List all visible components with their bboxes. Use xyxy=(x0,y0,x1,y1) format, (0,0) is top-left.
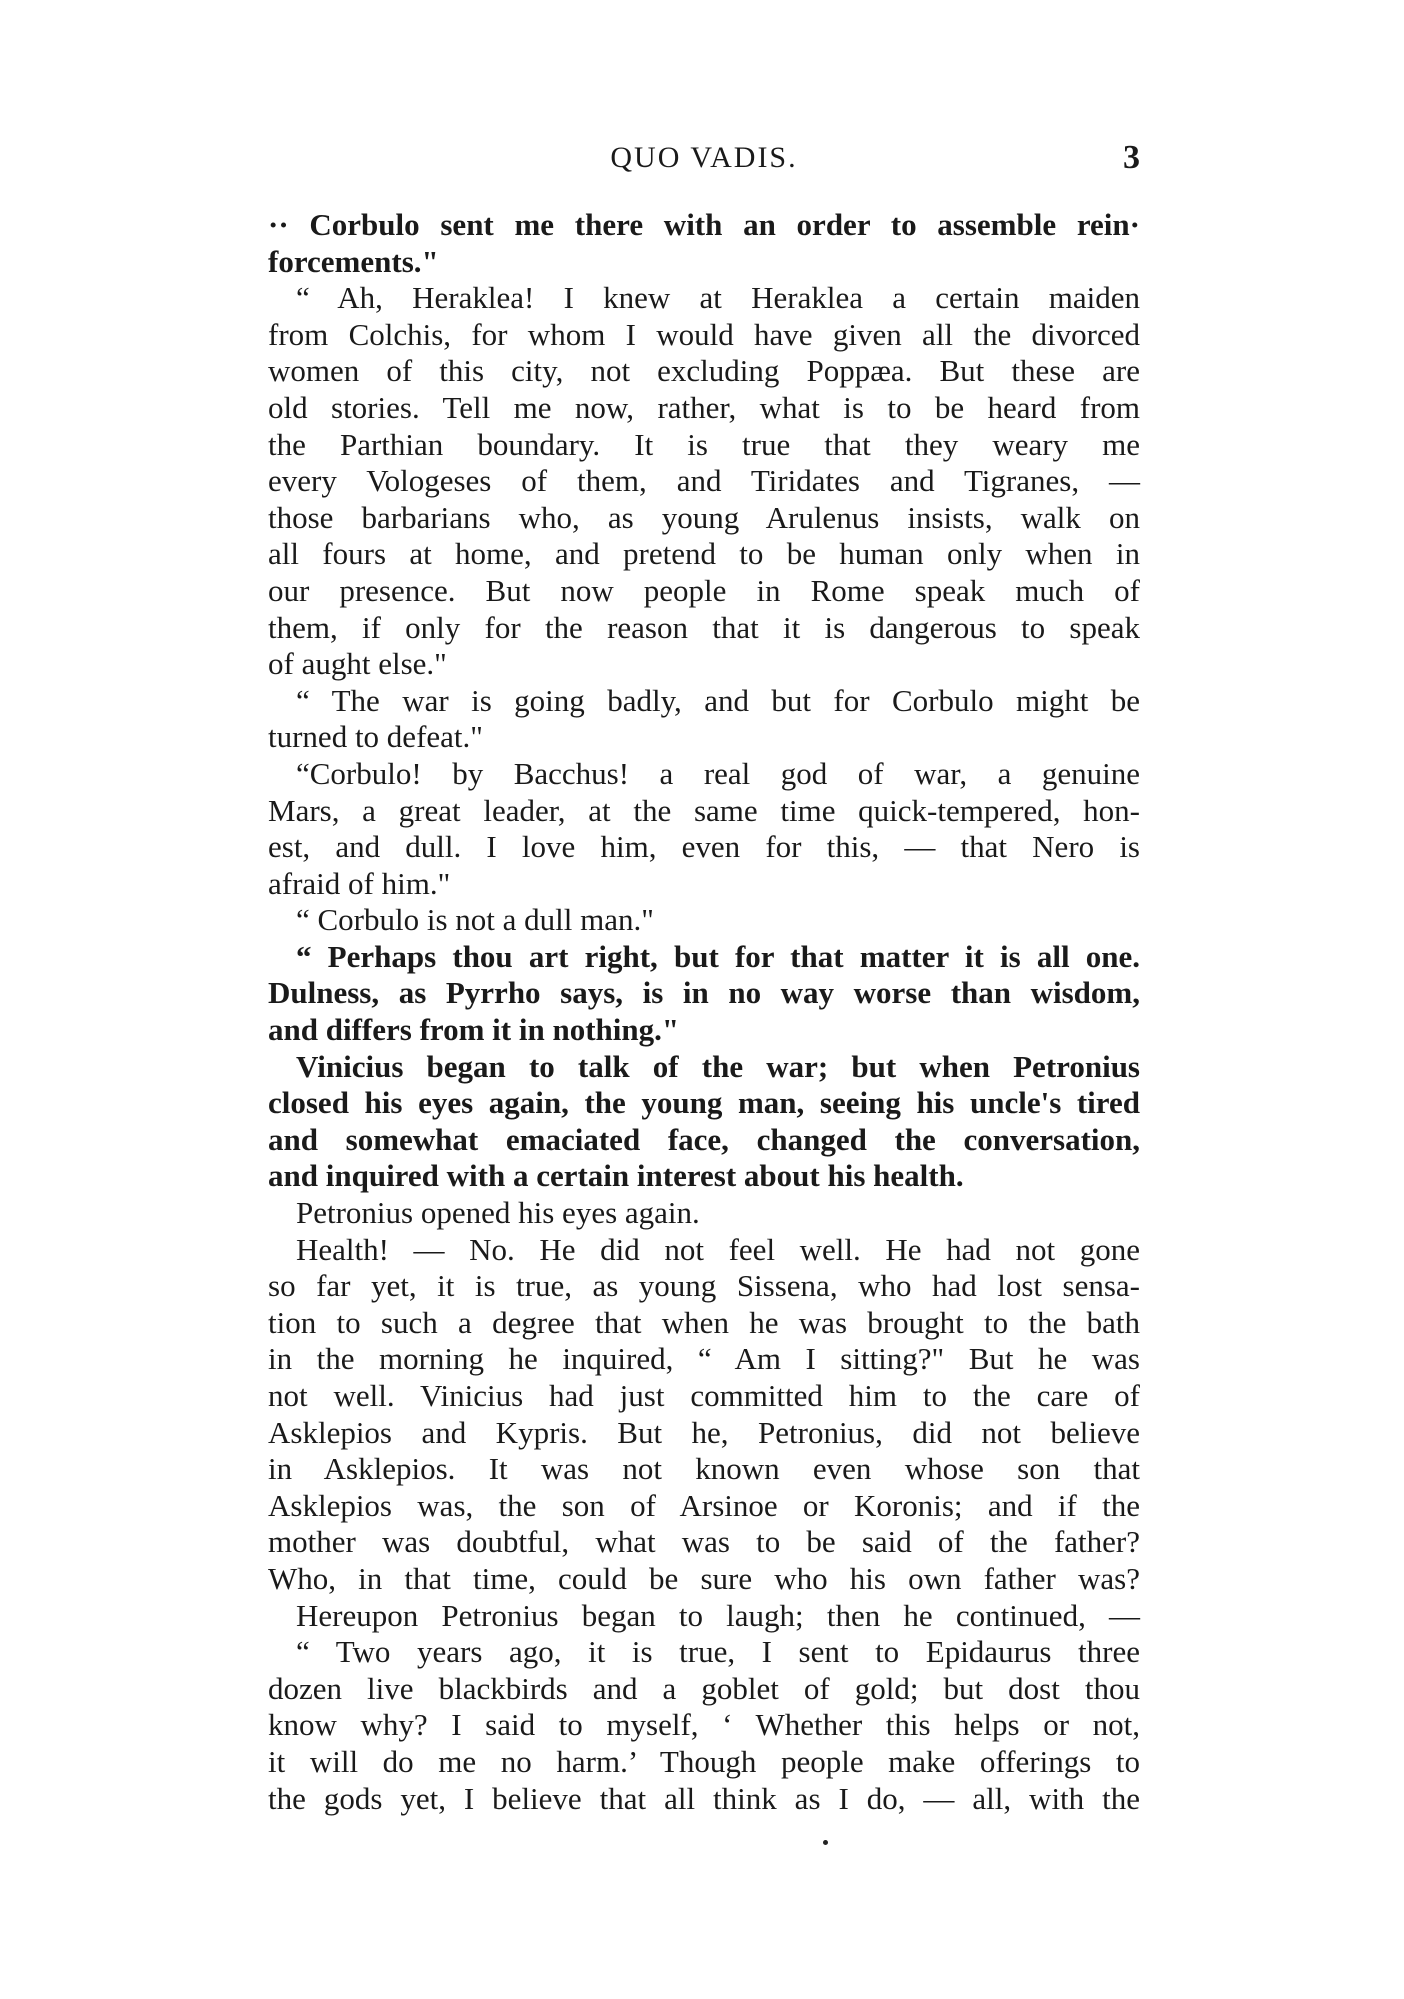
text-line: afraid of him." xyxy=(268,865,451,901)
text-line: not well. Vinicius had just committed him to the care of xyxy=(268,1378,1140,1413)
text-line: and differs from it in nothing." xyxy=(268,1012,680,1048)
text-line: Health! — No. He did not feel well. He had not gone xyxy=(296,1231,1140,1267)
text-line: Mars, a great leader, at the same time quick-tempered, hon- xyxy=(268,792,1140,828)
text-line: of aught else." xyxy=(268,646,447,682)
text-line: and inquired with a certain interest about his health. xyxy=(268,1158,964,1194)
running-head xyxy=(268,136,1140,180)
text-line: those barbarians who, as young Arulenus insists, walk on xyxy=(268,499,1140,535)
text-line: Asklepios was, the son of Arsinoe or Koronis; and if the xyxy=(268,1487,1140,1523)
text-line: forcements." xyxy=(268,243,439,279)
text-line: all fours at home, and pretend to be human only when in xyxy=(268,536,1140,572)
text-line: dozen live blackbirds and a goblet of gold; but dost thou xyxy=(268,1670,1140,1706)
text-line: and somewhat emaciated face, changed the conversation, xyxy=(268,1121,1140,1157)
text-line: Petronius opened his eyes again. xyxy=(296,1195,700,1231)
text-line: closed his eyes again, the young man, seeing his uncle's tired xyxy=(268,1085,1140,1121)
text-line: est, and dull. I love him, even for this, — that Nero is xyxy=(268,829,1140,865)
text-line: so far yet, it is true, as young Sissena, who had lost sensa- xyxy=(268,1268,1140,1304)
text-line: “Corbulo! by Bacchus! a real god of war, a genuine xyxy=(296,755,1140,791)
text-line: it will do me no harm.’ Though people make offerings to xyxy=(268,1743,1140,1779)
text-line: ·· Corbulo sent me there with an order to assemble rein· xyxy=(268,207,1140,242)
running-title: QUO VADIS. xyxy=(610,141,798,174)
body-text xyxy=(268,207,1140,1817)
text-line: the gods yet, I believe that all think as I do, — all, with the xyxy=(268,1780,1140,1816)
text-line: women of this city, not excluding Poppæa. But these are xyxy=(268,353,1140,389)
text-line: “ Perhaps thou art right, but for that matter it is all one. xyxy=(296,938,1140,974)
text-line: know why? I said to myself, ‘ Whether this helps or not, xyxy=(268,1707,1140,1743)
text-line: Hereupon Petronius began to laugh; then he continued, — xyxy=(296,1597,1140,1633)
text-line: in Asklepios. It was not known even whose son that xyxy=(268,1451,1140,1487)
footer-dot xyxy=(823,1840,828,1845)
text-line: “ Ah, Heraklea! I knew at Heraklea a certain maiden xyxy=(296,280,1140,316)
text-line: every Vologeses of them, and Tiridates and Tigranes, — xyxy=(268,463,1140,499)
text-line: “ Two years ago, it is true, I sent to Epidaurus three xyxy=(296,1634,1140,1670)
text-line: turned to defeat." xyxy=(268,719,483,755)
text-line: Who, in that time, could be sure who his own father was? xyxy=(268,1560,1140,1596)
text-line: Dulness, as Pyrrho says, is in no way worse than wisdom, xyxy=(268,975,1140,1011)
text-line: “ Corbulo is not a dull man." xyxy=(296,902,654,938)
text-line: mother was doubtful, what was to be said of the father? xyxy=(268,1524,1140,1560)
text-line: the Parthian boundary. It is true that they weary me xyxy=(268,426,1140,462)
text-line: in the morning he inquired, “ Am I sitting?" But he was xyxy=(268,1341,1140,1377)
page-number: 3 xyxy=(1123,139,1140,176)
text-line: Vinicius began to talk of the war; but when Petronius xyxy=(296,1048,1140,1084)
text-line: from Colchis, for whom I would have given all the divorced xyxy=(268,316,1140,352)
text-line: our presence. But now people in Rome speak much of xyxy=(268,572,1140,608)
text-line: old stories. Tell me now, rather, what is to be heard from xyxy=(268,389,1140,425)
text-line: “ The war is going badly, and but for Corbulo might be xyxy=(296,682,1140,718)
text-line: tion to such a degree that when he was brought to the bath xyxy=(268,1304,1140,1340)
text-line: them, if only for the reason that it is dangerous to speak xyxy=(268,609,1140,645)
text-line: Asklepios and Kypris. But he, Petronius, did not believe xyxy=(268,1414,1140,1450)
